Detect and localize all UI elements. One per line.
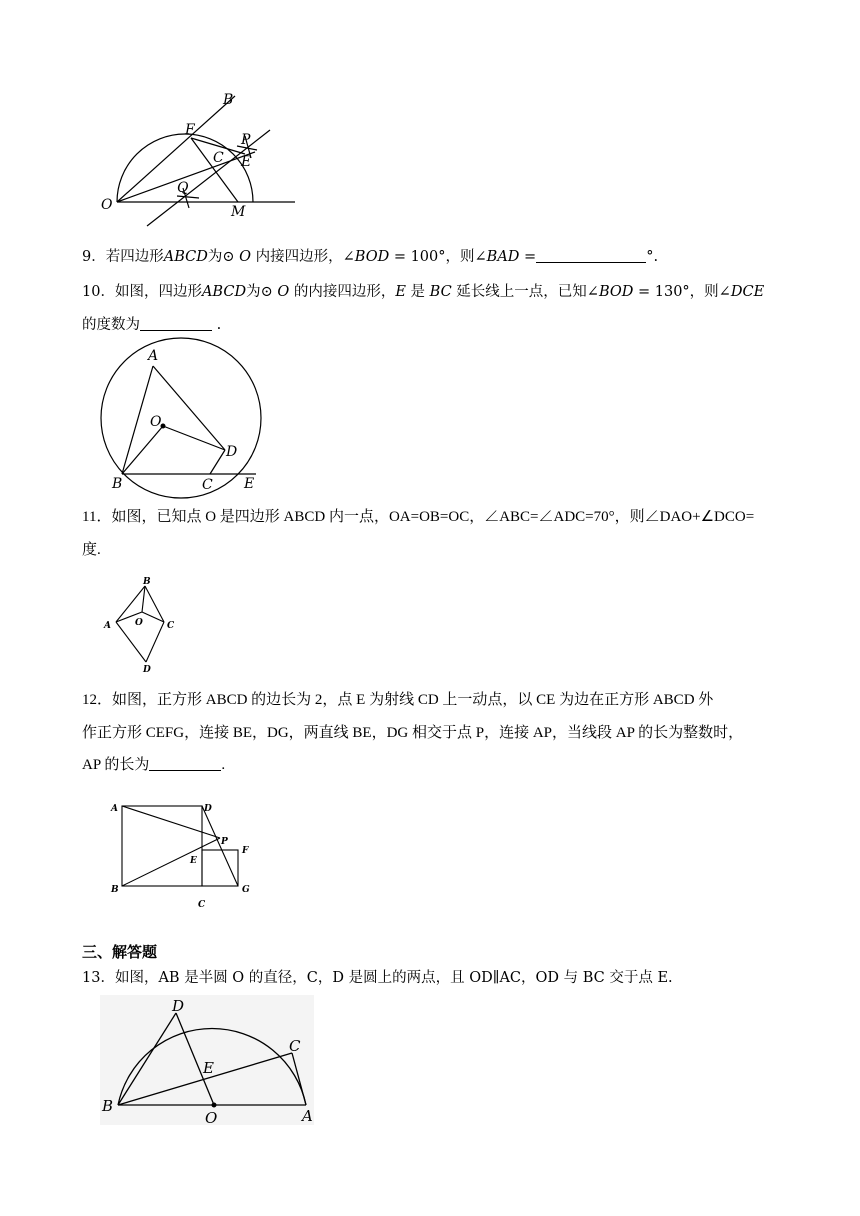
q10-point-e: E — [395, 284, 406, 300]
fig5-label-D: D — [172, 997, 185, 1015]
q10-quad: ABCD — [201, 284, 247, 300]
question-10-line2 — [82, 315, 782, 335]
fig4-line-DG — [202, 806, 238, 886]
q12-answer-blank[interactable] — [149, 756, 221, 771]
fig3-segment-BC — [145, 586, 164, 622]
q11-line1: 11．如图，已知点 O 是四边形 ABCD 内一点，OA=OB=OC，∠ABC=∠ADC=70°，则∠DAO+∠DCO= — [82, 509, 755, 525]
fig1-segment-FM — [191, 138, 238, 202]
fig4-label-G: G — [242, 885, 250, 895]
fig4-label-C: C — [198, 900, 206, 910]
fig1-label-P: P — [241, 132, 251, 148]
fig3-label-C: C — [167, 621, 175, 631]
fig4-label-B: B — [111, 885, 119, 895]
fig1-label-O: O — [101, 197, 113, 213]
fig2-segment-OD — [163, 426, 225, 450]
q10-angle-bod: BOD — [598, 284, 634, 300]
fig3-label-A: A — [104, 621, 111, 631]
q9-text-post: °. — [646, 249, 659, 265]
q10-answer-blank[interactable] — [140, 316, 212, 331]
figure-2-inscribed-quadrilateral — [98, 344, 268, 494]
fig2-label-C: C — [202, 477, 213, 493]
q13-number: 13． — [82, 970, 115, 986]
q10-text-mid4: 延长线上一点，已知∠ — [456, 284, 599, 300]
fig4-square-CEFG — [202, 850, 238, 886]
fig5-label-O: O — [205, 1109, 218, 1127]
fig5-segment-CA — [292, 1053, 306, 1105]
q9-text-mid4: = — [524, 249, 537, 265]
q10-line2-pre: 的度数为 — [82, 317, 140, 333]
q10-text-mid1: 为⊙ — [246, 284, 273, 300]
q13-text: 如图，AB 是半圆 O 的直径，C，D 是圆上的两点，且 OD∥AC，OD 与 BC 交于点 E. — [114, 970, 673, 986]
figure-3-kite — [100, 574, 190, 674]
fig3-label-D: D — [143, 665, 151, 675]
fig3-label-B: B — [143, 577, 151, 587]
fig2-segment-AD — [153, 366, 225, 450]
fig5-center-dot — [212, 1103, 217, 1108]
q10-text-pre: 如图，四边形 — [114, 284, 202, 300]
fig4-label-F: F — [242, 846, 249, 856]
q9-number: 9． — [82, 249, 106, 265]
question-10 — [82, 282, 782, 302]
q9-angle-bad: BAD — [486, 249, 520, 265]
fig2-label-E: E — [244, 476, 255, 492]
fig1-label-E: E — [241, 154, 252, 170]
fig3-segment-OC — [142, 612, 164, 622]
q9-text-mid1: 为⊙ — [207, 249, 235, 265]
fig2-label-D: D — [226, 444, 238, 460]
fig4-label-D: D — [204, 804, 212, 814]
q9-text-pre: 若四边形 — [105, 249, 164, 265]
fig3-label-O: O — [135, 618, 143, 628]
question-12 — [82, 690, 782, 710]
fig1-ray-OB — [117, 96, 235, 202]
q10-text-mid5: = 130°，则∠ — [638, 284, 731, 300]
q9-text-mid3: = 100°，则∠ — [393, 249, 487, 265]
fig5-segment-BD — [118, 1013, 176, 1105]
q9-quad: ABCD — [163, 249, 208, 265]
fig2-label-O: O — [150, 414, 162, 430]
fig4-label-E: E — [190, 856, 197, 866]
fig1-arc-mark-Q1 — [177, 196, 199, 198]
q9-text-mid2: 内接四边形，∠ — [255, 249, 355, 265]
fig4-square-ABCD — [122, 806, 202, 886]
fig2-segment-AB — [122, 366, 153, 474]
figure-4-squares — [105, 795, 265, 910]
fig4-label-P: P — [221, 837, 228, 847]
q11-line2: 度. — [82, 542, 101, 558]
q9-angle-bod: BOD — [354, 249, 390, 265]
fig4-label-A: A — [111, 804, 118, 814]
fig5-label-A: A — [302, 1107, 313, 1125]
fig1-label-C: C — [213, 150, 224, 166]
question-11 — [82, 507, 782, 527]
fig5-label-C: C — [289, 1037, 301, 1055]
q10-text-mid3: 是 — [410, 284, 426, 300]
question-12-line3 — [82, 755, 782, 775]
section-heading-answers: 三、解答题 — [82, 943, 158, 961]
fig2-label-A: A — [148, 348, 159, 364]
fig3-segment-CD — [146, 622, 164, 662]
q10-line2-post: . — [216, 317, 222, 333]
question-12-line2 — [82, 723, 782, 743]
q10-angle-dce: DCE — [730, 284, 765, 300]
q9-circle: O — [239, 249, 252, 265]
q12-line2: 作正方形 CEFG，连接 BE，DG，两直线 BE，DG 相交于点 P，连接 AP，当线段 AP 的长为整数时， — [82, 725, 744, 741]
fig3-segment-AD — [116, 622, 146, 662]
fig1-label-B: B — [223, 92, 234, 108]
fig2-segment-OB — [122, 426, 163, 474]
q9-answer-blank[interactable] — [536, 248, 646, 263]
figure-5-semicircle — [100, 995, 314, 1125]
fig5-label-B: B — [102, 1097, 114, 1115]
q10-number: 10． — [82, 284, 115, 300]
fig4-line-BP — [122, 838, 220, 886]
fig1-label-Q: Q — [177, 180, 189, 196]
fig2-label-B: B — [112, 476, 123, 492]
q10-text-mid2: 的内接四边形， — [293, 284, 396, 300]
fig2-segment-DC — [210, 450, 225, 474]
q10-segment-bc: BC — [429, 284, 452, 300]
question-13 — [82, 968, 782, 988]
fig5-label-E: E — [203, 1059, 214, 1077]
q12-line3-pre: AP 的长为 — [82, 757, 150, 773]
question-11-line2 — [82, 540, 782, 560]
fig1-label-M: M — [231, 204, 246, 220]
fig1-bisector-line — [147, 130, 270, 226]
question-9 — [82, 247, 782, 267]
q12-line3-post: . — [221, 757, 226, 773]
q10-circle: O — [277, 284, 290, 300]
fig1-label-F: F — [185, 122, 195, 138]
figure-1-semicircle-construction — [95, 88, 305, 228]
q12-line1: 12．如图，正方形 ABCD 的边长为 2，点 E 为射线 CD 上一动点，以 CE 为边在正方形 ABCD 外 — [82, 692, 714, 708]
